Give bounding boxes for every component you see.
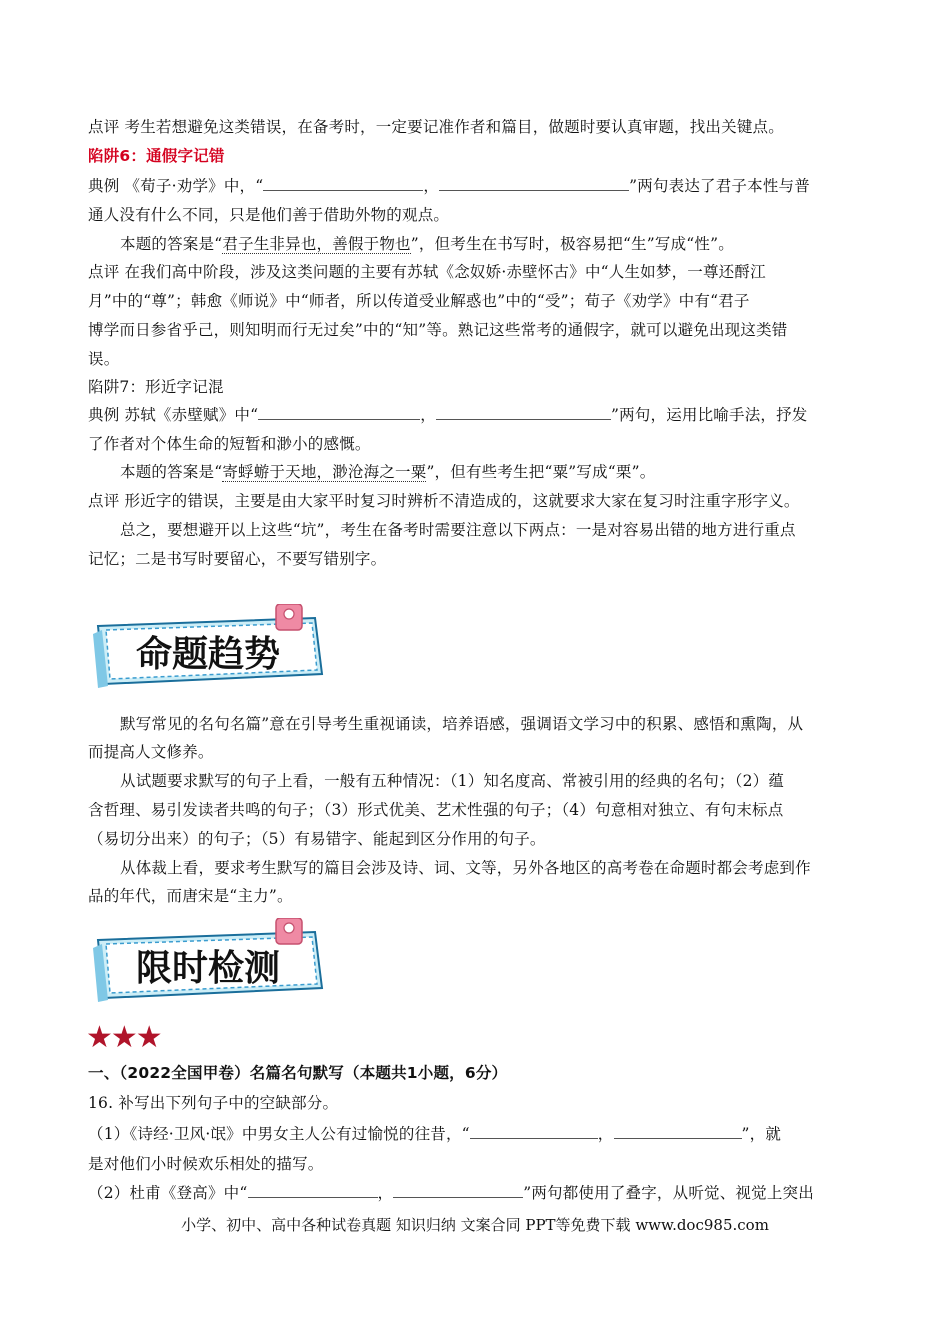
answer6: 本题的答案是“君子生非异也，善假于物也”，但考生在书写时，极容易把“生”写成“性”。 bbox=[120, 235, 734, 253]
difficulty-stars-icon: ★★★ bbox=[86, 1020, 161, 1055]
banner-trend bbox=[90, 604, 330, 698]
fill-blank[interactable] bbox=[393, 1183, 523, 1198]
trend-line7: 品的年代，而唐宋是“主力”。 bbox=[88, 887, 293, 905]
trend-line1: 默写常见的名句名篇”意在引导考生重视诵读，培养语感，强调语文学习中的积累、感悟和熏陶，从 bbox=[120, 715, 804, 733]
trend-line5: （易切分出来）的句子；（5）有易错字、能起到区分作用的句子。 bbox=[88, 830, 546, 848]
answer7-text: 寄蜉蝣于天地，渺沧海之一粟 bbox=[222, 463, 427, 481]
trend-line6: 从体裁上看，要求考生默写的篇目会涉及诗、词、文等，另外各地区的高考卷在命题时都会考虑到作 bbox=[120, 859, 811, 877]
question16: 16. 补写出下列句子中的空缺部分。 bbox=[88, 1094, 339, 1112]
review6-line4: 误。 bbox=[88, 350, 120, 368]
banner-trend-title: 命题趋势 bbox=[135, 634, 281, 675]
review6-line2: 月”中的“尊”；韩愈《师说》中“师者，所以传道受业解惑也”中的“受”；荀子《劝学》中有“君子 bbox=[88, 292, 750, 310]
fill-blank[interactable] bbox=[248, 1183, 378, 1198]
review6-line3: 博学而日参省乎己，则知明而行无过矣”中的“知”等。熟记这些常考的通假字，就可以避免出现这类错 bbox=[88, 321, 788, 339]
example7-line1: 典例 苏轼《赤壁赋》中“ ， ”两句，运用比喻手法，抒发 bbox=[88, 406, 808, 424]
review7: 点评 形近字的错误，主要是由大家平时复习时辨析不清造成的，这就要求大家在复习时注重字形字义。 bbox=[88, 492, 800, 510]
banner-trend-graphic bbox=[90, 604, 330, 694]
fill-blank[interactable] bbox=[263, 176, 423, 191]
banner-test-title: 限时检测 bbox=[135, 948, 281, 989]
summary-line2: 记忆；二是书写时要留心，不要写错别字。 bbox=[88, 550, 387, 568]
section-heading: 一、（2022全国甲卷）名篇名句默写（本题共1小题，6分） bbox=[88, 1064, 508, 1082]
trap7-heading: 陷阱7：形近字记混 bbox=[88, 378, 224, 396]
trend-line4: 含哲理、易引发读者共鸣的句子；（3）形式优美、艺术性强的句子；（4）句意相对独立、有句末标点 bbox=[88, 801, 784, 819]
fill-blank[interactable] bbox=[439, 176, 629, 191]
banner-test bbox=[90, 918, 330, 1012]
trend-line2: 而提高人文修养。 bbox=[88, 743, 214, 761]
fill-blank[interactable] bbox=[436, 405, 611, 420]
trap6-heading: 陷阱6：通假字记错 bbox=[88, 147, 225, 165]
example6-line2: 通人没有什么不同，只是他们善于借助外物的观点。 bbox=[88, 206, 450, 224]
question16-1: （1）《诗经·卫风·氓》中男女主人公有过愉悦的往昔，“ ， ”，就 bbox=[88, 1125, 782, 1143]
example6-line1: 典例 《荀子·劝学》中，“ ， ”两句表达了君子本性与普 bbox=[88, 177, 810, 195]
answer7: 本题的答案是“寄蜉蝣于天地，渺沧海之一粟”，但有些考生把“粟”写成“栗”。 bbox=[120, 463, 656, 481]
page-footer: 小学、初中、高中各种试卷真题 知识归纳 文案合同 PPT等免费下载 www.doc985.com bbox=[181, 1216, 769, 1234]
review6-line1: 点评 在我们高中阶段，涉及这类问题的主要有苏轼《念奴娇·赤壁怀古》中“人生如梦，一尊还酹江 bbox=[88, 263, 766, 281]
summary-line1: 总之，要想避开以上这些“坑”，考生在备考时需要注意以下两点：一是对容易出错的地方进行重点 bbox=[120, 521, 796, 539]
answer6-text: 君子生非异也，善假于物也 bbox=[222, 235, 411, 253]
banner-test-graphic bbox=[90, 918, 330, 1008]
review-paragraph-1: 点评 考生若想避免这类错误，在备考时，一定要记准作者和篇目，做题时要认真审题，找出关键点。 bbox=[88, 118, 784, 136]
question16-2: （2）杜甫《登高》中“ ， ”两句都使用了叠字，从听觉、视觉上突出 bbox=[88, 1184, 814, 1202]
trend-line3: 从试题要求默写的句子上看，一般有五种情况：（1）知名度高、常被引用的经典的名句；（2）蕴 bbox=[120, 772, 785, 790]
fill-blank[interactable] bbox=[470, 1124, 598, 1139]
fill-blank[interactable] bbox=[614, 1124, 742, 1139]
example7-line2: 了作者对个体生命的短暂和渺小的感慨。 bbox=[88, 435, 371, 453]
fill-blank[interactable] bbox=[258, 405, 420, 420]
question16-1-line2: 是对他们小时候欢乐相处的描写。 bbox=[88, 1155, 324, 1173]
